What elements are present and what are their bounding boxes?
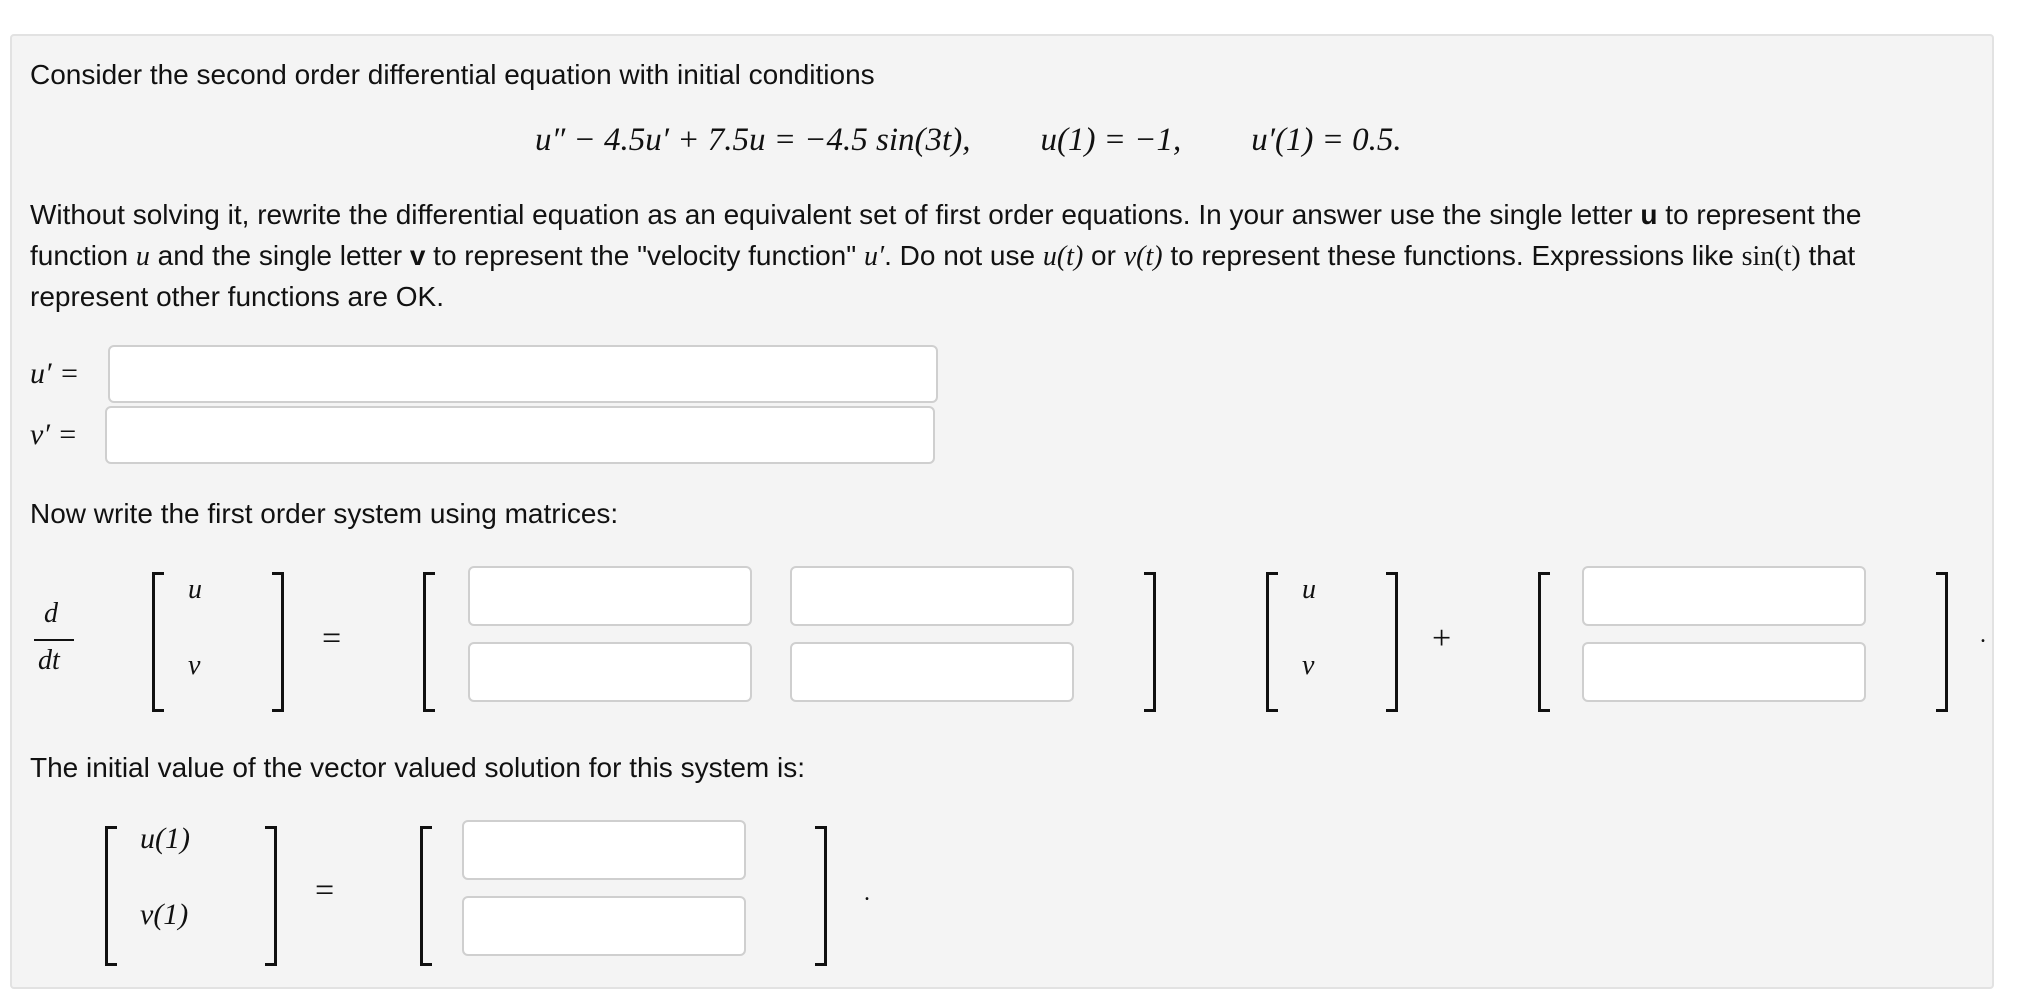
u-prime-input[interactable] bbox=[108, 345, 938, 403]
initial-condition-uprime: u′(1) = 0.5. bbox=[1251, 122, 1402, 158]
vector-v: v bbox=[1302, 650, 1315, 681]
initial-value-2-input[interactable] bbox=[462, 896, 746, 956]
left-bracket bbox=[423, 572, 435, 712]
u-of-1: u(1) bbox=[140, 822, 190, 855]
v-prime-label: v′ = bbox=[30, 418, 78, 451]
fraction-bar bbox=[34, 639, 74, 641]
left-bracket bbox=[1266, 572, 1278, 712]
ode: u″ − 4.5u′ + 7.5u = −4.5 sin(3t), bbox=[535, 122, 971, 158]
right-bracket bbox=[1936, 572, 1948, 712]
left-bracket bbox=[420, 826, 432, 966]
v-prime-input[interactable] bbox=[105, 406, 935, 464]
right-bracket bbox=[272, 572, 284, 712]
right-bracket bbox=[1144, 572, 1156, 712]
forcing-f1-input[interactable] bbox=[1582, 566, 1866, 626]
d-numerator: d bbox=[44, 598, 58, 629]
period: . bbox=[1980, 622, 1986, 648]
initial-value-prompt: The initial value of the vector valued solution for this system is: bbox=[30, 752, 806, 783]
right-bracket bbox=[815, 826, 827, 966]
ode-equation bbox=[535, 122, 1402, 159]
matrix-a11-input[interactable] bbox=[468, 566, 752, 626]
period: . bbox=[864, 880, 870, 906]
plus-sign: + bbox=[1432, 620, 1452, 657]
vector-v: v bbox=[188, 650, 201, 681]
vector-u: u bbox=[1302, 574, 1316, 605]
equals-sign: = bbox=[315, 872, 335, 909]
instructions-line-2: function u and the single letter v to represent the "velocity function" u′. Do not use u(t) or v(t) to represent these functions. Expressions like sin(t) that bbox=[30, 240, 1856, 272]
right-bracket bbox=[1386, 572, 1398, 712]
left-bracket bbox=[105, 826, 117, 966]
left-bracket bbox=[152, 572, 164, 712]
u-prime-label: u′ = bbox=[30, 357, 80, 390]
initial-value-1-input[interactable] bbox=[462, 820, 746, 880]
matrix-prompt: Now write the first order system using matrices: bbox=[30, 498, 619, 529]
vector-u: u bbox=[188, 574, 202, 605]
forcing-f2-input[interactable] bbox=[1582, 642, 1866, 702]
dt-denominator: dt bbox=[38, 645, 60, 676]
v-of-1: v(1) bbox=[140, 898, 189, 931]
instructions-line-1: Without solving it, rewrite the differential equation as an equivalent set of first order equations. In your answer use the single letter u to represent the bbox=[30, 199, 1862, 230]
matrix-a12-input[interactable] bbox=[790, 566, 1074, 626]
equals-sign: = bbox=[322, 620, 342, 657]
right-bracket bbox=[265, 826, 277, 966]
matrix-a21-input[interactable] bbox=[468, 642, 752, 702]
left-bracket bbox=[1538, 572, 1550, 712]
intro-text: Consider the second order differential equation with initial conditions bbox=[30, 59, 875, 90]
instructions-line-3: represent other functions are OK. bbox=[30, 281, 444, 312]
initial-condition-u: u(1) = −1, bbox=[1040, 122, 1182, 158]
matrix-a22-input[interactable] bbox=[790, 642, 1074, 702]
